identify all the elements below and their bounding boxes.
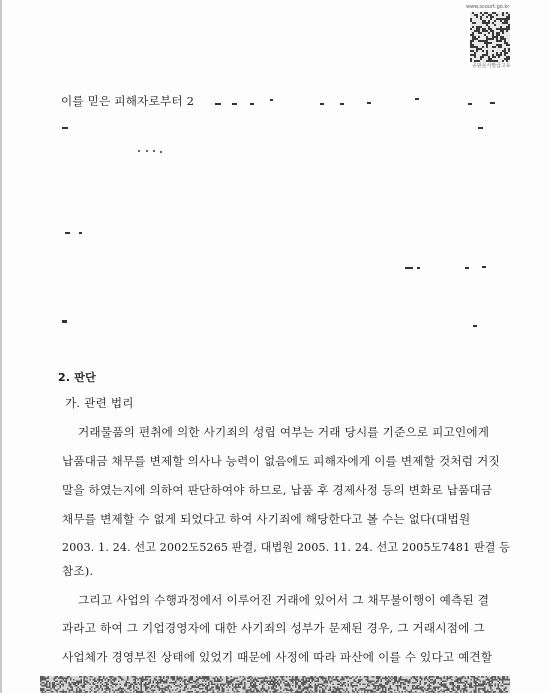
paragraph-line: 거래물품의 편취에 의한 사기죄의 성립 여부는 거래 당시를 기준으로 피고인에게	[78, 425, 490, 439]
paragraph-line: 납품대금 채무를 변제할 의사나 능력이 없음에도 피해자에게 이를 변제할 것처럼 거짓	[62, 454, 500, 468]
paragraph-line: 그리고 사업의 수행과정에서 이루어진 거래에 있어서 그 채무불이행이 예측된 결	[78, 593, 490, 607]
paragraph-line: 채무를 변제할 수 없게 되었다고 하여 사기죄에 해당한다고 볼 수는 없다(대법원	[62, 512, 471, 526]
section-subheading: 가. 관련 법리	[65, 396, 134, 410]
paragraph-line: 과라고 하여 그 기업경영자에 대한 사기죄의 성부가 문제된 경우, 그 거래시점에 그	[62, 621, 485, 635]
paragraph-line: 말을 하였는지에 의하여 판단하여야 하므로, 납품 후 경제사정 등의 변화로 납품대금	[62, 483, 493, 497]
paragraph-line: 사업체가 경영부진 상태에 있었기 때문에 사정에 따라 파산에 이를 수 있다고 예견할	[62, 650, 493, 664]
paragraph-line: 2003. 1. 24. 선고 2002도5265 판결, 대법원 2005. 11. 24. 선고 2005도7481 판결 등	[62, 540, 511, 554]
intro-line: 이를 믿은 피해자로부터 2	[61, 94, 195, 108]
section-heading: 2. 판단	[58, 371, 96, 384]
scan-edge	[0, 0, 2, 693]
security-pattern-band	[40, 676, 510, 693]
paragraph-line: 참조).	[62, 564, 94, 578]
qr-code-icon	[470, 12, 510, 62]
qr-url: www.scourt.go.kr	[466, 4, 510, 10]
qr-caption: 공판문서발급고유	[472, 63, 511, 69]
